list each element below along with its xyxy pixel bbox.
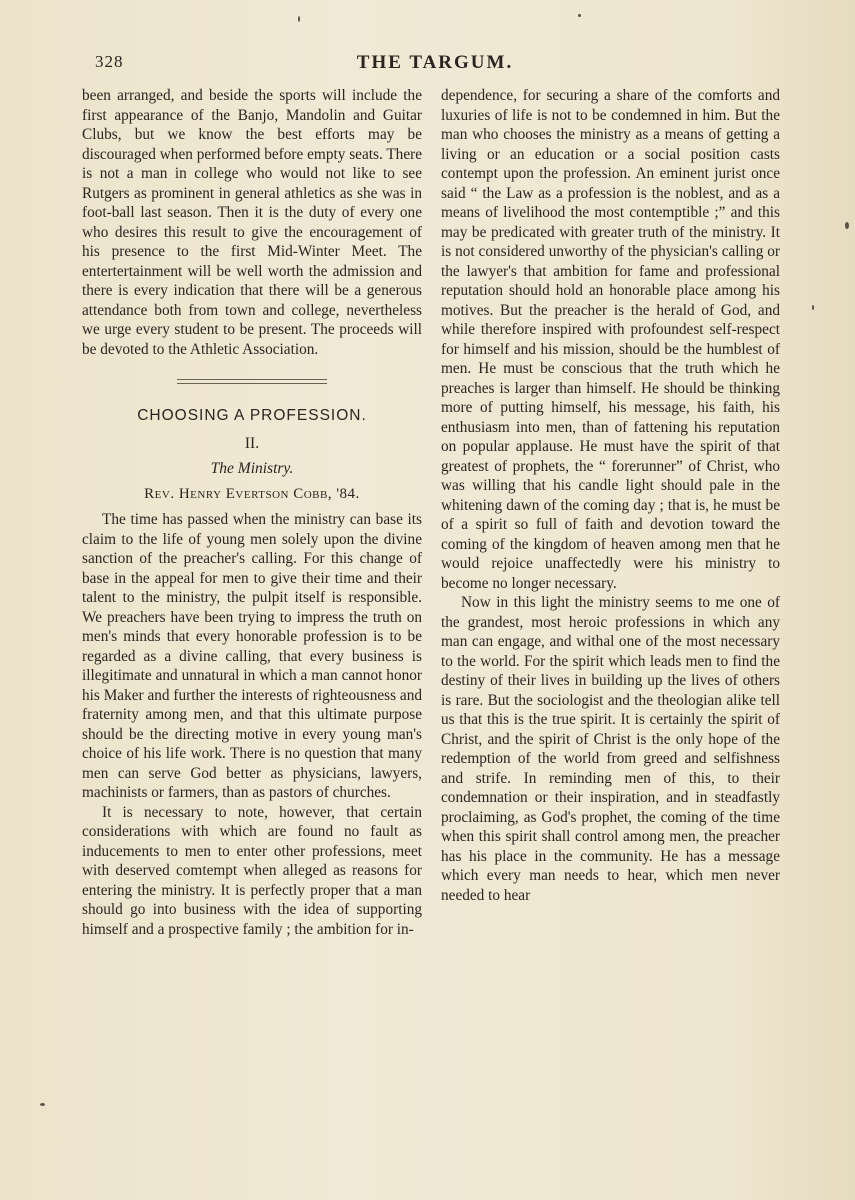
ink-speck: [812, 305, 814, 310]
article-subtitle: The Ministry.: [210, 460, 294, 477]
body-paragraph: The time has passed when the ministry can base its claim to the life of young men solely upon the divine sanction of the preacher's calling. For this change of base in the appeal for men to give their time and their talent to the ministry, the pulpit itself is responsible. We preachers have been trying to impress the truth on men's minds that every honorable profession is to be regarded as a divine calling, that every business is illegitimate and unnatural in which a man cannot honor his Maker and further the interests of righteousness and fraternity among men, and that this ultimate purpose should be the directing motive in every young man's choice of his life work. There is no question that many men can serve God better as physicians, lawyers, machinists or farmers, than as pastors of churches.: [82, 511, 422, 801]
left-column: [82, 86, 422, 939]
body-paragraph: Now in this light the ministry seems to me one of the grandest, most heroic professions in which any man can engage, and withal one of the most necessary to the world. For the spirit which leads men to find the destiny of their lives in building up the lives of others is rare. But the sociologist and the theologian alike tell us that this is the true spirit. It is certainly the spirit of Christ, and the spirit of Christ is the only hope of the redemption of the world from greed and selfishness and strife. In reminding men of this, to their condemnation or their inspiration, and in steadfastly proclaiming, as God's prophet, the coming of the time when this spirit shall control among men, the preacher has his place in the community. He has a message which every man needs to hear, which men never needed to hear: [441, 594, 780, 904]
ink-speck: [578, 14, 581, 17]
right-column: [441, 86, 780, 905]
author-byline: Rev. Henry Evertson Cobb, '84.: [144, 485, 360, 502]
ink-speck: [298, 16, 300, 22]
page-number: 328: [95, 52, 124, 71]
running-title: THE TARGUM.: [356, 52, 514, 73]
ink-speck: [845, 222, 849, 229]
intro-paragraph: been arranged, and beside the sports will include the first appearance of the Banjo, Mandolin and Guitar Clubs, but we know the best efforts may be discouraged when performed before empty seats. There is not a man in college who would not like to see Rutgers as prominent in general athletics as she was in foot-ball last season. Then it is the duty of every one who desires this result to give the encouragement of his presence to the first Mid-Winter Meet. The entertertainment will be well worth the admission and there is every indication that there will be a generous attendance both from town and college, nevertheless we urge every student to be present. The proceeds will be devoted to the Athletic Association.: [82, 87, 422, 358]
page-header: [95, 52, 775, 78]
ink-speck: [40, 1103, 45, 1106]
part-number: II.: [244, 434, 260, 452]
article-title: CHOOSING A PROFESSION.: [137, 407, 367, 424]
body-paragraph: It is necessary to note, however, that certain considerations with which are found no fault as inducements to men to enter other professions, meet with deserved comtempt when alleged as reasons for entering the ministry. It is perfectly proper that a man should go into business with the idea of supporting himself and a prospective family ; the ambition for in-: [82, 803, 422, 938]
body-paragraph: dependence, for securing a share of the comforts and luxuries of life is not to be condemned in him. But the man who chooses the ministry as a means of getting a living or an education or a social position casts contempt upon the profession. An eminent jurist once said “ the Law as a profession is the noblest, and as a means of livelihood the most contemptible ;” and this may be predicated with greater truth of the ministry. It is not considered unworthy of the physician's calling or the lawyer's that ambition for fame and professional reputation should hold an honorable place among his motives. But the preacher is the herald of God, and while therefore inspired with profoundest self-respect for himself and his mission, should be the humblest of men. He must be conscious that the truth which he preaches is larger than himself. He should be thinking more of putting himself, his message, his faith, his enthusiasm into men, than of fattening his reputation on popular applause. He must have the spirit of that greatest of prophets, the “ forerunner” of Christ, who was willing that his candle light should pale in the whitening dawn of the coming day ; that is, he must be of a spirit so full of faith and devotion toward the coming of the kingdom of heaven among men that he would rejoice unaffectedly were his ministry to become no longer necessary.: [441, 87, 780, 592]
section-divider: [177, 379, 327, 384]
